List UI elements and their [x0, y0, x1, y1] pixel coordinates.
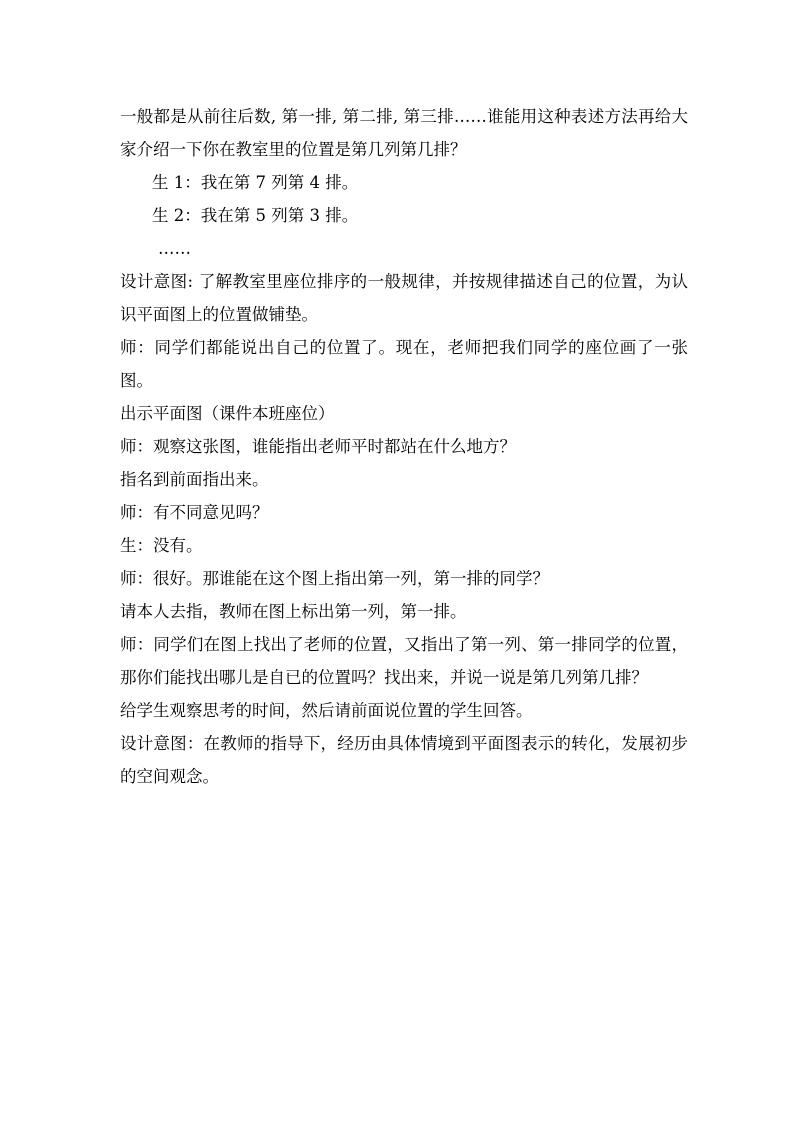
paragraph-show-map: 出示平面图（课件本班座位）: [120, 404, 335, 423]
document-page: [120, 100, 688, 793]
paragraph-teacher-1: 师：同学们都能说出自己的位置了。现在，老师把我们同学的座位画了一张图。: [120, 338, 688, 390]
paragraph-teacher-3: 师：有不同意见吗？: [120, 503, 269, 522]
paragraph-teacher-2: 师：观察这张图，谁能指出老师平时都站在什么地方？: [120, 437, 516, 456]
paragraph-student-2: 生 2：我在第 5 列第 3 排。: [152, 206, 359, 225]
paragraph-ellipsis: ……: [158, 239, 191, 258]
paragraph-design-intent-2: 设计意图：在教师的指导下，经历由具体情境到平面图表示的转化，发展初步的空间观念。: [120, 734, 688, 786]
paragraph-student-3: 生：没有。: [120, 536, 203, 555]
paragraph-design-intent-1: 设计意图: 了解教室里座位排序的一般规律，并按规律描述自己的位置，为认识平面图上的位置做铺垫。: [120, 272, 688, 324]
paragraph-intro: 一般都是从前往后数, 第一排, 第二排, 第三排……谁能用这种表述方法再给大家介绍一下你在教室里的位置是第几列第几排？: [120, 107, 688, 159]
paragraph-teacher-4: 师：很好。那谁能在这个图上指出第一列，第一排的同学？: [120, 569, 549, 588]
paragraph-observe: 给学生观察思考的时间，然后请前面说位置的学生回答。: [120, 701, 533, 720]
paragraph-mark-first: 请本人去指，教师在图上标出第一列，第一排。: [120, 602, 467, 621]
paragraph-teacher-5: 师：同学们在图上找出了老师的位置，又指出了第一列、第一排同学的位置，那你们能找出哪儿是自已的位置吗？找出来，并说一说是第几列第几排？: [120, 635, 688, 687]
paragraph-student-1: 生 1：我在第 7 列第 4 排。: [152, 173, 359, 192]
paragraph-point-front: 指名到前面指出来。: [120, 470, 269, 489]
